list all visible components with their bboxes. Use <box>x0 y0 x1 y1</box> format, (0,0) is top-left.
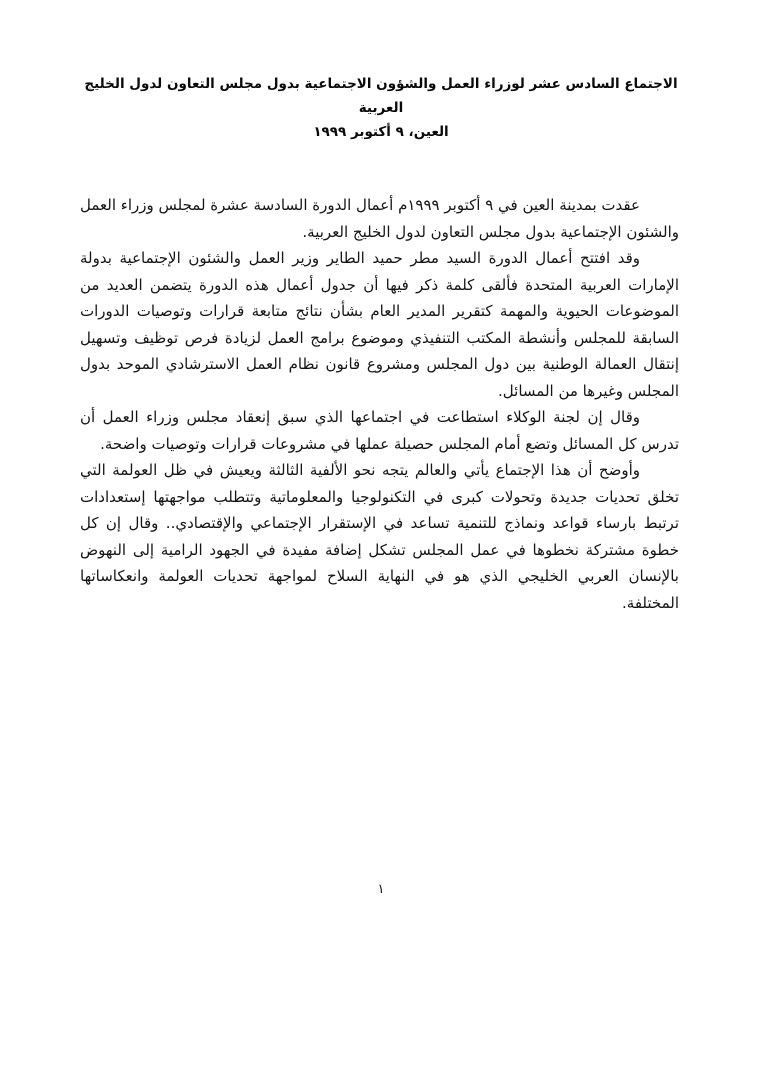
page-number: ١ <box>377 882 385 897</box>
document-header <box>80 72 682 144</box>
document-subtitle: العين، ٩ أكتوبر ١٩٩٩ <box>313 124 449 140</box>
paragraph-1: عقدت بمدينة العين في ٩ أكتوبر ١٩٩٩م أعمال الدورة السادسة عشرة لمجلس وزراء العمل والشئون الإجتماعية بدول مجلس التعاون لدول الخليج العربية. <box>80 196 679 241</box>
paragraph-3: وقال إن لجنة الوكلاء استطاعت في اجتماعها الذي سبق إنعقاد مجلس وزراء العمل أن تدرس كل المسائل وتضع أمام المجلس حصيلة عملها في مشروعات قرارات وتوصيات واضحة. <box>80 408 679 453</box>
document-body <box>80 192 679 616</box>
page-footer <box>0 882 762 897</box>
document-title: الاجتماع السادس عشر لوزراء العمل والشؤون الاجتماعية بدول مجلس التعاون لدول الخليج العربية <box>84 76 678 116</box>
paragraph-2: وقد افتتح أعمال الدورة السيد مطر حميد الطاير وزير العمل والشئون الإجتماعية بدولة الإمارات العربية المتحدة فألقى كلمة ذكر فيها أن جدول أعمال هذه الدورة يتضمن العديد من الموضوعات الحيوية والمهمة كتقرير المدير العام بشأن نتائج متابعة قرارات وتوصيات الدورات السابقة للمجلس وأنشطة المكتب التنفيذي وموضوع برامج العمل لزيادة فرص توظيف وتسهيل إنتقال العمالة الوطنية بين دول المجلس ومشروع قانون نظام العمل الاسترشادي الموحد بدول المجلس وغيرها من المسائل. <box>80 249 679 400</box>
paragraph-4: وأوضح أن هذا الإجتماع يأتي والعالم يتجه نحو الألفية الثالثة ويعيش في ظل العولمة التي تخلق تحديات جديدة وتحولات كبرى في التكنولوجيا والمعلوماتية وتتطلب مواجهتها إستعدادات ترتبط بارساء قواعد ونماذج للتنمية تساعد في الإستقرار الإجتماعي والإقتصادي.. وقال إن كل خطوة مشتركة نخطوها في عمل المجلس تشكل إضافة مفيدة في الجهود الرامية إلى النهوض بالإنسان العربي الخليجي الذي هو في النهاية السلاح لمواجهة تحديات العولمة وانعكاساتها المختلفة. <box>80 461 679 612</box>
